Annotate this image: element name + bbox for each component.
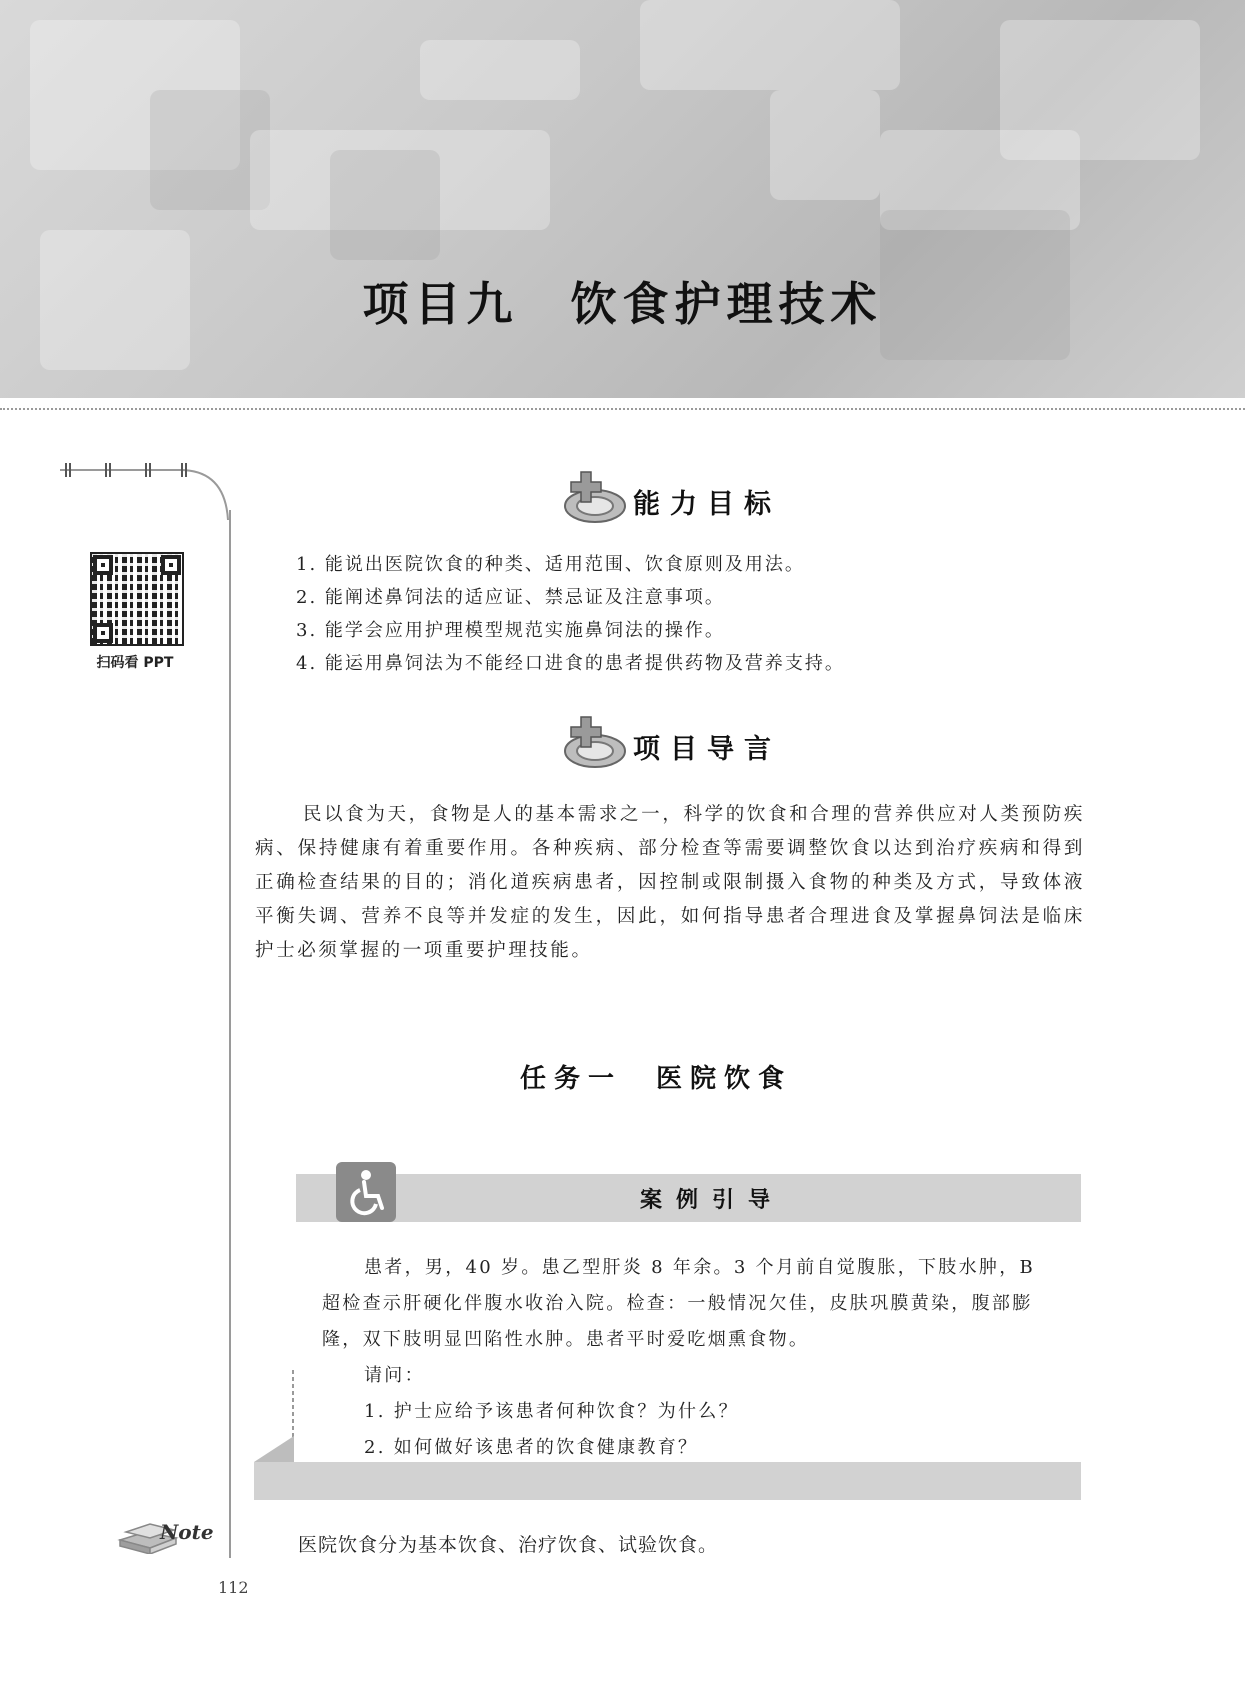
case-body: [322, 1250, 1062, 1466]
case-description: 患者，男，40 岁。患乙型肝炎 8 年余。3 个月前自觉腹胀，下肢水肿，B 超检查示肝硬化伴腹水收治入院。检查：一般情况欠佳，皮肤巩膜黄染，腹部膨隆，双下肢明显凹陷性水肿。患者平时爱吃烟熏食物。: [322, 1257, 1036, 1350]
ability-goals-list: [296, 548, 845, 680]
case-question: 2. 如何做好该患者的饮食健康教育？: [364, 1437, 699, 1458]
summary-text: 医院饮食分为基本饮食、治疗饮食、试验饮食。: [298, 1534, 719, 1556]
qr-caption: 扫码看 PPT: [96, 655, 174, 671]
ability-goals-header: [555, 468, 815, 532]
project-intro-heading: 项目导言: [633, 734, 781, 765]
intro-paragraph: 民以食为天，食物是人的基本需求之一，科学的饮食和合理的营养供应对人类预防疾病、保持健康有着重要作用。各种疾病、部分检查等需要调整饮食以达到治疗疾病和得到正确检查结果的目的；消化道疾病患者，因控制或限制摄入食物的种类及方式，导致体液平衡失调、营养不良等并发症的发生，因此，如何指导患者合理进食及掌握鼻饲法是临床护士必须掌握的一项重要护理技能。: [255, 804, 1085, 961]
list-item: 4. 能运用鼻饲法为不能经口进食的患者提供药物及营养支持。: [296, 653, 845, 674]
medical-cross-icon: [555, 468, 627, 528]
margin-rule: [229, 510, 231, 1558]
case-question-label: 请问：: [364, 1365, 425, 1386]
banner-divider: [0, 408, 1245, 410]
accessibility-icon: [336, 1162, 396, 1222]
case-heading: 案例引导: [640, 1188, 785, 1213]
project-intro-header: [555, 713, 815, 777]
case-footer-bar: [254, 1462, 1081, 1500]
margin-decoration: [60, 460, 230, 520]
qr-code[interactable]: [90, 552, 184, 646]
list-item: 2. 能阐述鼻饲法的适应证、禁忌证及注意事项。: [296, 587, 725, 608]
list-item: 1. 能说出医院饮食的种类、适用范围、饮食原则及用法。: [296, 554, 805, 575]
page-number: 112: [218, 1578, 249, 1597]
list-item: 3. 能学会应用护理模型规范实施鼻饲法的操作。: [296, 620, 725, 641]
ability-goals-heading: 能力目标: [633, 489, 781, 520]
case-question: 1. 护士应给予该患者何种饮食？为什么？: [364, 1401, 739, 1422]
page-fold-decoration: [254, 1370, 294, 1466]
note-label: Note: [160, 1520, 214, 1544]
medical-cross-icon: [555, 713, 627, 773]
task-title: 任务一 医院饮食: [520, 1064, 793, 1094]
chapter-title: 项目九 饮食护理技术: [362, 277, 883, 331]
chapter-banner: [0, 0, 1245, 398]
